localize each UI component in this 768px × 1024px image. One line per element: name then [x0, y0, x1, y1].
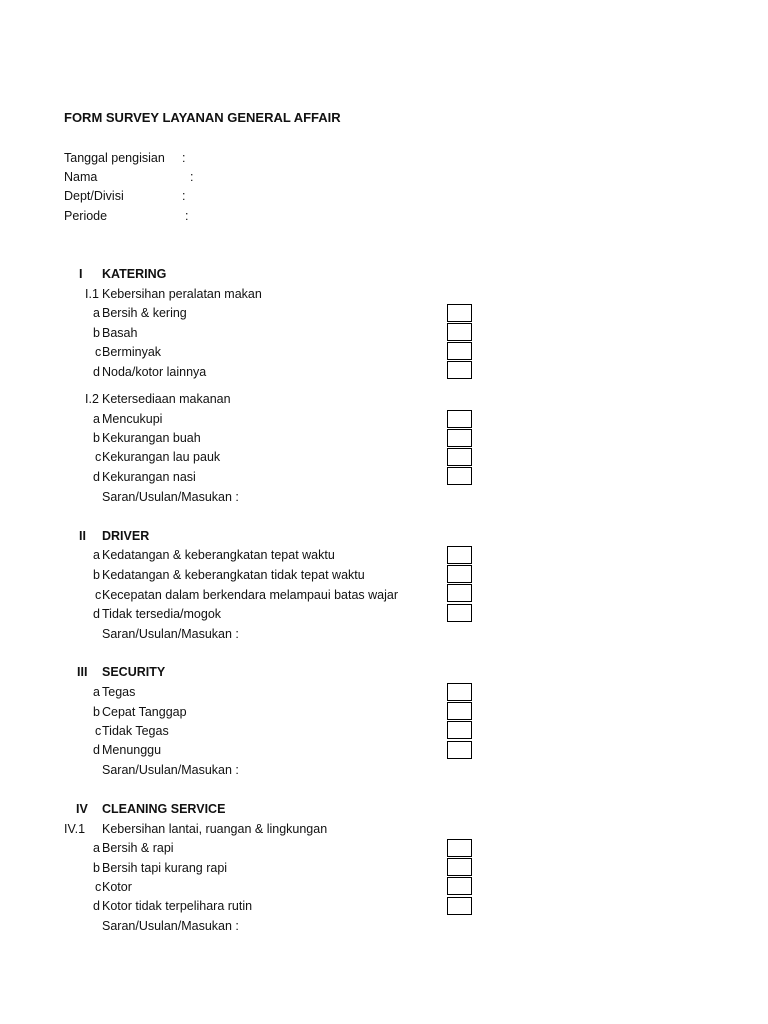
option-letter: a	[93, 841, 100, 855]
option-letter: b	[93, 568, 100, 582]
option-letter: b	[93, 705, 100, 719]
checkbox[interactable]	[447, 410, 472, 428]
checkbox[interactable]	[447, 467, 472, 485]
checkbox[interactable]	[447, 584, 472, 602]
subsection-number: IV.1	[64, 822, 86, 836]
subsection-title: Kebersihan peralatan makan	[102, 287, 262, 301]
section-title-cleaning: CLEANING SERVICE	[102, 802, 226, 816]
option-text: Kekurangan nasi	[102, 470, 196, 484]
section-number-katering: I	[79, 267, 83, 281]
checkbox[interactable]	[447, 604, 472, 622]
checkbox[interactable]	[447, 702, 472, 720]
form-title: FORM SURVEY LAYANAN GENERAL AFFAIR	[64, 110, 341, 125]
option-text: Kedatangan & keberangkatan tidak tepat waktu	[102, 568, 365, 582]
section-title-katering: KATERING	[102, 267, 167, 281]
field-label-periode: Periode	[64, 209, 108, 223]
field-label-tanggal: Tanggal pengisian	[64, 151, 165, 165]
checkbox[interactable]	[447, 721, 472, 739]
section-title-driver: DRIVER	[102, 529, 150, 543]
option-text: Tidak tersedia/mogok	[102, 607, 222, 621]
option-text: Basah	[102, 326, 138, 340]
option-letter: d	[93, 743, 100, 757]
subsection-title: Ketersediaan makanan	[102, 392, 231, 406]
option-text: Kotor tidak terpelihara rutin	[102, 899, 253, 913]
saran-label: Saran/Usulan/Masukan :	[102, 919, 239, 933]
option-letter: c	[95, 450, 102, 464]
option-text: Kekurangan lau pauk	[102, 450, 221, 464]
option-letter: a	[93, 412, 100, 426]
checkbox[interactable]	[447, 858, 472, 876]
checkbox[interactable]	[447, 683, 472, 701]
saran-label: Saran/Usulan/Masukan :	[102, 627, 239, 641]
option-text: Bersih & kering	[102, 306, 187, 320]
option-letter: c	[95, 724, 102, 738]
checkbox[interactable]	[447, 546, 472, 564]
option-letter: b	[93, 326, 100, 340]
field-colon-periode: :	[185, 209, 189, 223]
option-letter: c	[95, 880, 102, 894]
subsection-number: I.1	[85, 287, 99, 301]
option-text: Noda/kotor lainnya	[102, 365, 207, 379]
option-text: Mencukupi	[102, 412, 163, 426]
option-letter: d	[93, 470, 100, 484]
field-colon-dept: :	[182, 189, 186, 203]
checkbox[interactable]	[447, 429, 472, 447]
saran-label: Saran/Usulan/Masukan :	[102, 763, 239, 777]
checkbox[interactable]	[447, 448, 472, 466]
section-number-driver: II	[79, 529, 86, 543]
subsection-title: Kebersihan lantai, ruangan & lingkungan	[102, 822, 328, 836]
checkbox[interactable]	[447, 897, 472, 915]
field-label-nama: Nama	[64, 170, 98, 184]
option-text: Cepat Tanggap	[102, 705, 187, 719]
option-text: Bersih & rapi	[102, 841, 174, 855]
option-letter: c	[95, 588, 102, 602]
checkbox[interactable]	[447, 342, 472, 360]
checkbox[interactable]	[447, 323, 472, 341]
saran-label: Saran/Usulan/Masukan :	[102, 490, 239, 504]
checkbox[interactable]	[447, 877, 472, 895]
option-text: Kecepatan dalam berkendara melampaui batas wajar	[102, 588, 399, 602]
checkbox[interactable]	[447, 741, 472, 759]
field-colon-tanggal: :	[182, 151, 186, 165]
option-text: Tegas	[102, 685, 136, 699]
option-letter: d	[93, 607, 100, 621]
option-letter: d	[93, 365, 100, 379]
section-number-security: III	[77, 665, 88, 679]
option-text: Tidak Tegas	[102, 724, 169, 738]
option-letter: b	[93, 861, 100, 875]
option-letter: a	[93, 306, 100, 320]
option-letter: a	[93, 548, 100, 562]
option-text: Kotor	[102, 880, 132, 894]
option-letter: d	[93, 899, 100, 913]
section-number-cleaning: IV	[76, 802, 88, 816]
checkbox[interactable]	[447, 361, 472, 379]
option-letter: a	[93, 685, 100, 699]
option-text: Kekurangan buah	[102, 431, 201, 445]
option-letter: c	[95, 345, 102, 359]
option-text: Bersih tapi kurang rapi	[102, 861, 228, 875]
field-colon-nama: :	[190, 170, 194, 184]
field-label-dept: Dept/Divisi	[64, 189, 124, 203]
checkbox[interactable]	[447, 304, 472, 322]
subsection-number: I.2	[85, 392, 99, 406]
checkbox[interactable]	[447, 839, 472, 857]
checkbox[interactable]	[447, 565, 472, 583]
option-text: Berminyak	[102, 345, 162, 359]
option-text: Kedatangan & keberangkatan tepat waktu	[102, 548, 335, 562]
section-title-security: SECURITY	[102, 665, 166, 679]
option-letter: b	[93, 431, 100, 445]
option-text: Menunggu	[102, 743, 162, 757]
